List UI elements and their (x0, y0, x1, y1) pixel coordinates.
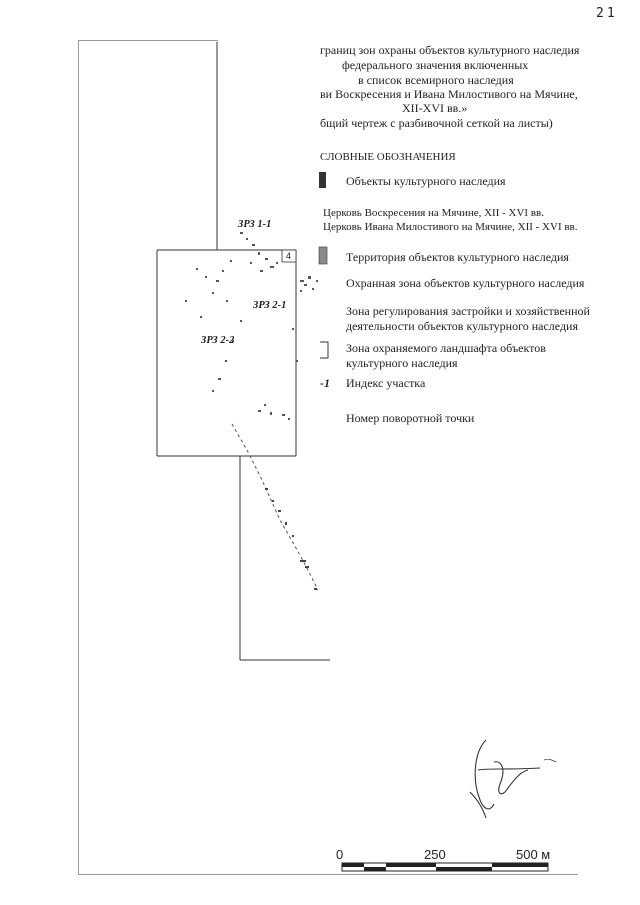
scale-label-0: 0 (336, 847, 344, 862)
legend-heading: СЛОВНЫЕ ОБОЗНАЧЕНИЯ (320, 151, 456, 163)
legend-protection-zone: Охранная зона объектов культурного наследия (346, 276, 585, 290)
boundary-ticks (265, 488, 317, 590)
title-line-1: границ зон охраны объектов культурного наследия (320, 43, 580, 57)
legend-church-1: Церковь Воскресения на Мячине, XII - XVI вв. (323, 207, 544, 219)
legend-point-label: Номер поворотной точки (346, 411, 475, 425)
building-marks (185, 232, 318, 420)
legend-regulation-zone-line-2: деятельности объектов культурного наследия (346, 319, 579, 333)
handwritten-signature (470, 740, 556, 818)
legend-church-2: Церковь Ивана Милостивого на Мячине, XII - XVI вв. (323, 221, 578, 233)
scale-label-500: 500 м (516, 847, 551, 862)
sheet-number: 4 (286, 251, 292, 261)
landscape-swatch (320, 342, 328, 358)
sheet-grid (157, 42, 330, 660)
zone-label-zrz-1-1: ЗРЗ 1-1 (238, 219, 272, 230)
territory-swatch (319, 247, 327, 264)
page-number: 21 (596, 6, 618, 21)
zone-label-zrz-2-2: ЗРЗ 2-2 (201, 335, 235, 346)
scale-bar (342, 863, 548, 871)
boundary-trail (232, 424, 318, 590)
legend-heritage-objects: Объекты культурного наследия (346, 174, 506, 188)
legend-territory: Территория объектов культурного наследия (346, 250, 569, 264)
title-line-2: федерального значения включенных (342, 58, 529, 72)
scale-label-250: 250 (424, 847, 446, 862)
title-line-4: ви Воскресения и Ивана Милостивого на Мячине, (320, 87, 578, 101)
legend-regulation-zone-line-1: Зона регулирования застройки и хозяйственной (346, 304, 590, 318)
zone-label-zrz-2-1: ЗРЗ 2-1 (253, 300, 287, 311)
legend-landscape-zone-line-1: Зона охраняемого ландшафта объектов (346, 341, 546, 355)
title-line-5: XII-XVI вв.» (402, 101, 468, 115)
legend-landscape-zone-line-2: культурного наследия (346, 356, 458, 370)
title-line-6: бщий чертеж с разбивочной сеткой на листы) (320, 116, 553, 130)
title-line-3: в список всемирного наследия (358, 73, 514, 87)
legend-index-symbol: -1 (320, 376, 330, 390)
legend-index-label: Индекс участка (346, 376, 426, 390)
heritage-swatch (319, 172, 326, 188)
